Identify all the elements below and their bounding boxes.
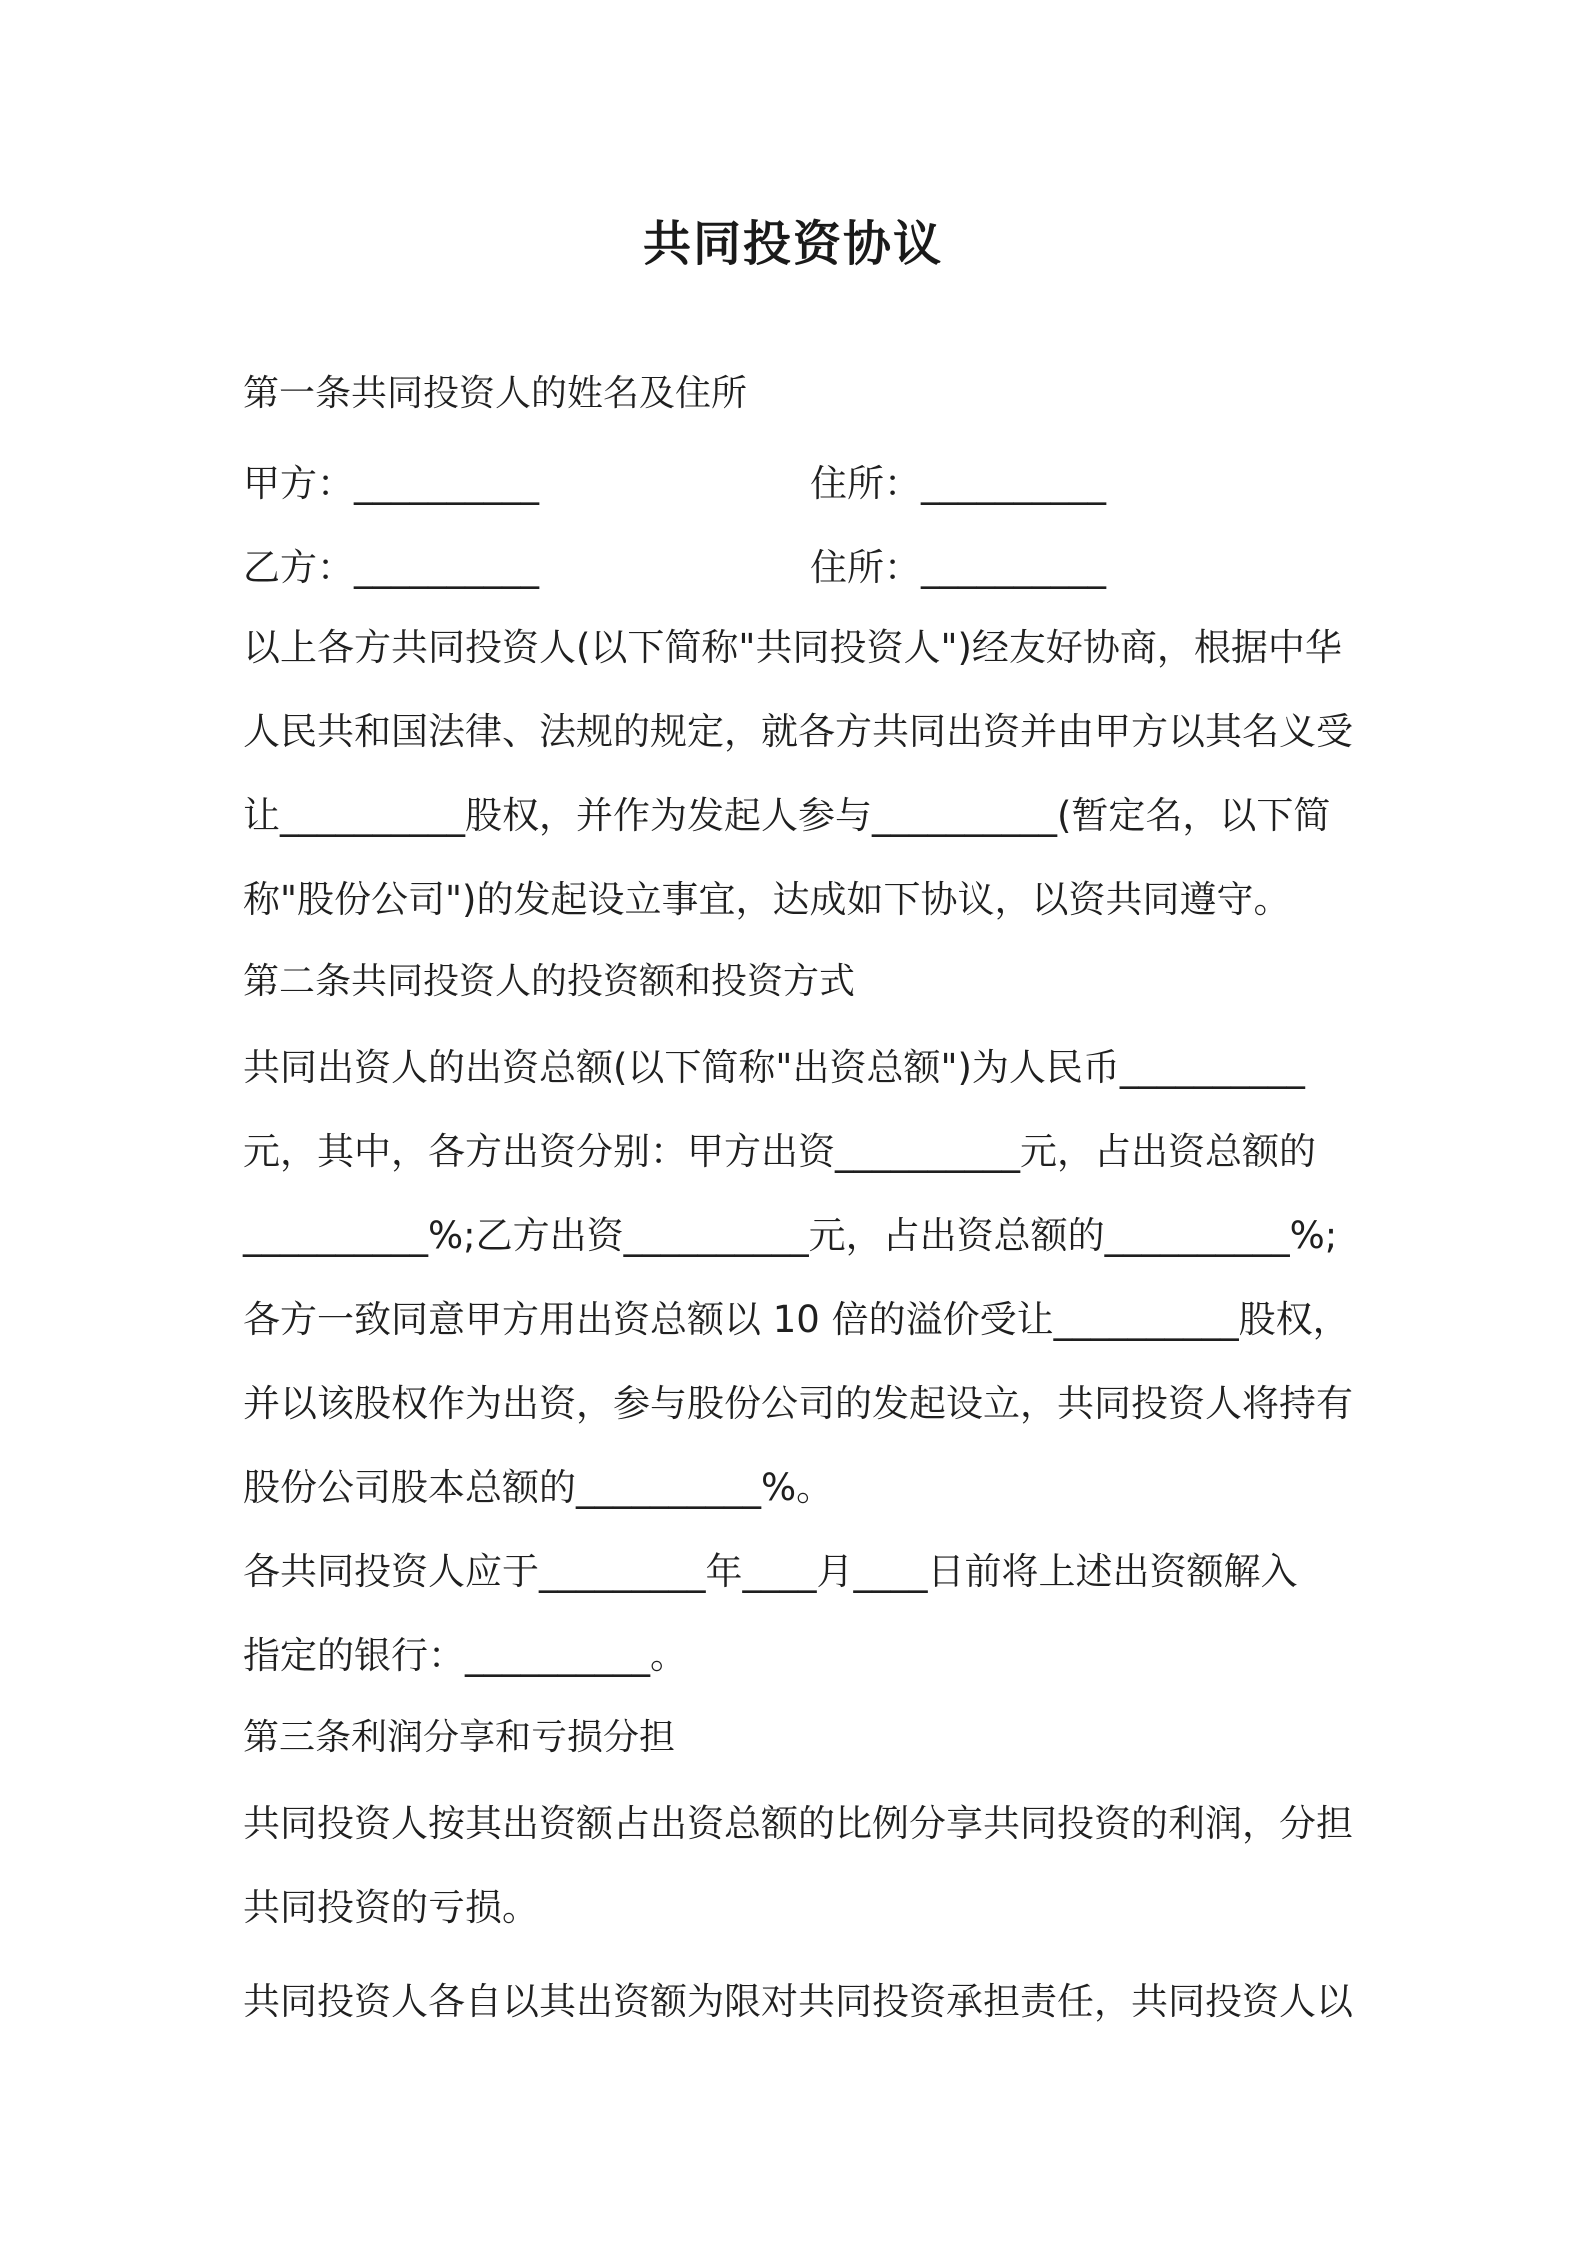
article3-paragraph-line: 共同投资的亏损。	[243, 1886, 539, 1929]
party-b-field: 乙方：__________	[243, 546, 539, 589]
article2-heading: 第二条共同投资人的投资额和投资方式	[243, 961, 856, 1002]
party-a-address-field: 住所：__________	[810, 462, 1106, 505]
article1-paragraph-line: 称"股份公司")的发起设立事宜，达成如下协议，以资共同遵守。	[243, 878, 1291, 921]
article3-paragraph-line: 共同投资人按其出资额占出资总额的比例分享共同投资的利润，分担	[243, 1802, 1353, 1845]
party-b-address-field: 住所：__________	[810, 546, 1106, 589]
article2-paragraph-line: 股份公司股本总额的__________%。	[243, 1466, 834, 1509]
article2-paragraph-line: 并以该股权作为出资，参与股份公司的发起设立，共同投资人将持有	[243, 1382, 1353, 1425]
party-a-field: 甲方：__________	[243, 462, 539, 505]
article2-paragraph-line: __________%;乙方出资__________元，占出资总额的__________%;	[243, 1214, 1338, 1257]
article1-paragraph-line: 以上各方共同投资人(以下简称"共同投资人")经友好协商，根据中华	[243, 626, 1342, 669]
article2-deadline-line: 各共同投资人应于_________年____月____日前将上述出资额解入	[243, 1550, 1298, 1593]
article2-paragraph-line: 共同出资人的出资总额(以下简称"出资总额")为人民币__________	[243, 1046, 1305, 1089]
article1-paragraph-line: 人民共和国法律、法规的规定，就各方共同出资并由甲方以其名义受	[243, 710, 1353, 753]
article2-paragraph-line: 元，其中，各方出资分别：甲方出资__________元，占出资总额的	[243, 1130, 1316, 1173]
article3-heading: 第三条利润分享和亏损分担	[243, 1717, 676, 1758]
document-title: 共同投资协议	[642, 216, 943, 272]
article3-paragraph-line: 共同投资人各自以其出资额为限对共同投资承担责任，共同投资人以	[243, 1980, 1353, 2023]
article2-bank-line: 指定的银行：__________。	[243, 1634, 687, 1677]
article2-paragraph-line: 各方一致同意甲方用出资总额以 10 倍的溢价受让__________股权，	[243, 1298, 1350, 1341]
article1-paragraph-line: 让__________股权，并作为发起人参与__________(暂定名，以下简	[243, 794, 1331, 837]
article1-heading: 第一条共同投资人的姓名及住所	[243, 373, 748, 414]
